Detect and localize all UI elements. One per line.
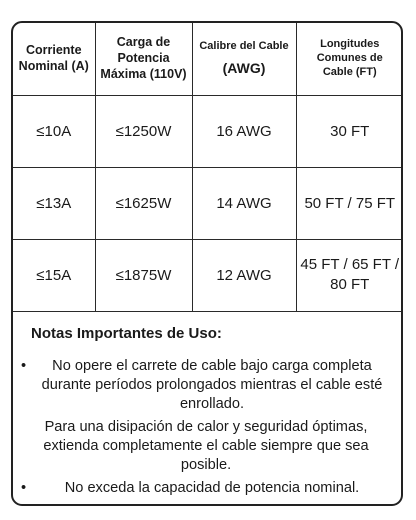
cell-length: 30 FT	[296, 95, 403, 167]
note-text: Para una disipación de calor y seguridad óptimas, extienda completamente el cable siempre que sea posible.	[43, 418, 369, 473]
table-row	[13, 239, 403, 311]
cell-length: 45 FT / 65 FT / 80 FT	[296, 239, 403, 311]
cell-gauge: 14 AWG	[192, 167, 296, 239]
note-item	[21, 479, 391, 498]
notes-title: Notas Importantes de Uso:	[31, 324, 222, 342]
cell-power: ≤1625W	[95, 167, 192, 239]
cell-length: 50 FT / 75 FT	[296, 167, 403, 239]
note-text: No opere el carrete de cable bajo carga completa durante períodos prolongados mientras el cable esté enrollado.	[41, 358, 383, 412]
cell-current: ≤10A	[13, 95, 95, 167]
header-gauge: Calibre del Cable (AWG)	[192, 23, 296, 95]
cell-gauge: 12 AWG	[192, 239, 296, 311]
bullet-icon: •	[21, 479, 27, 496]
note-text: No exceda la capacidad de potencia nominal.	[64, 479, 360, 496]
cell-power: ≤1250W	[95, 95, 192, 167]
header-length: Longitudes Comunes de Cable (FT)	[296, 23, 403, 95]
header-row	[13, 23, 403, 95]
cell-current: ≤15A	[13, 239, 95, 311]
notes-section	[13, 312, 401, 498]
cell-power: ≤1875W	[95, 239, 192, 311]
header-current: Corriente Nominal (A)	[13, 23, 95, 95]
note-item	[21, 418, 391, 475]
bullet-icon: •	[21, 358, 27, 374]
table-row	[13, 95, 403, 167]
cell-gauge: 16 AWG	[192, 95, 296, 167]
header-power: Carga de Potencia Máxima (110V)	[95, 23, 192, 95]
spec-table	[13, 23, 403, 312]
table-row	[13, 167, 403, 239]
spec-card	[11, 21, 403, 506]
note-item	[21, 357, 391, 414]
cell-current: ≤13A	[13, 167, 95, 239]
